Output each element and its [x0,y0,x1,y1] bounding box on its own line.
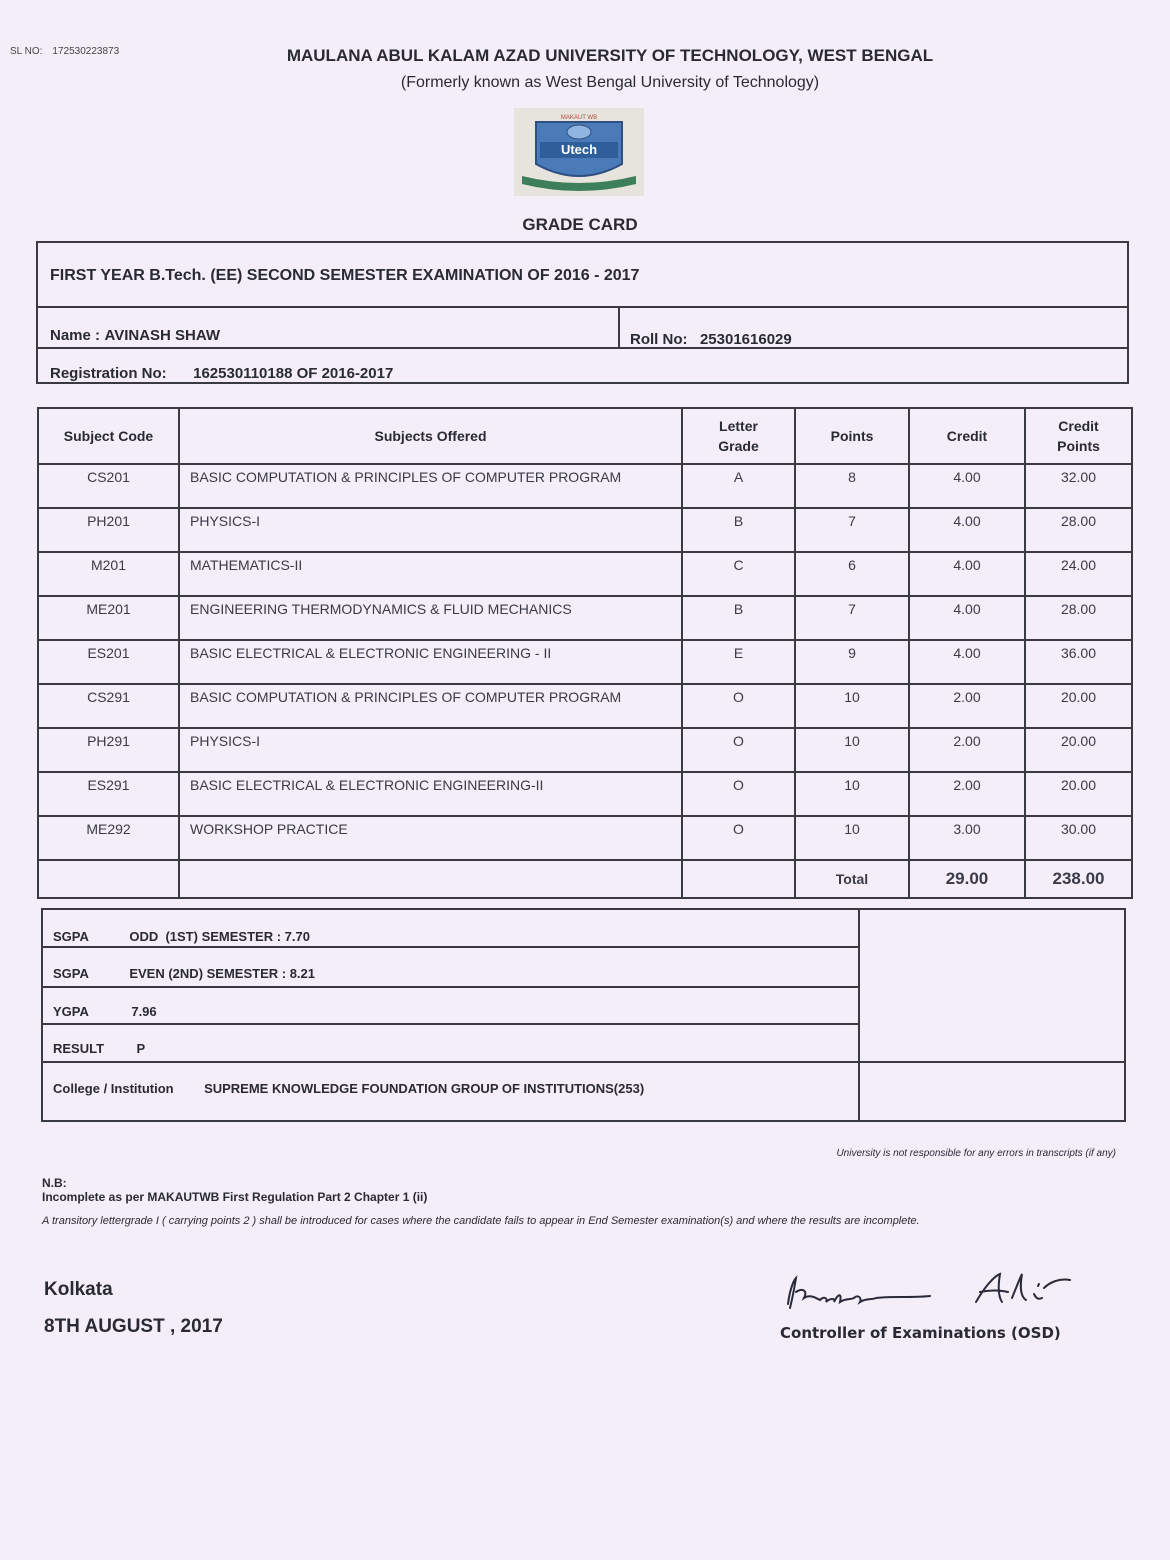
subject-code-cell: PH201 [38,508,179,552]
disclaimer: University is not responsible for any errors in transcripts (if any) [836,1148,1116,1159]
points-cell: 10 [795,728,909,772]
marks-table [37,407,1133,899]
credit-cell: 4.00 [909,552,1025,596]
col-letter-grade: Letter Grade [682,408,795,464]
credit-points-cell: 30.00 [1025,816,1132,860]
credit-points-cell: 20.00 [1025,684,1132,728]
college-row [53,1080,644,1098]
col-subject-code: Subject Code [38,408,179,464]
serial-number-value: 172530223873 [52,46,120,57]
name-label: Name : [50,327,101,344]
sgpa-odd-value: ODD (1ST) SEMESTER : 7.70 [129,929,310,944]
subject-name-cell: BASIC COMPUTATION & PRINCIPLES OF COMPUTER PROGRAM [179,464,682,508]
nb-heading: Incomplete as per MAKAUTWB First Regulation Part 2 Chapter 1 (ii) [42,1190,428,1204]
signatory-title: Controller of Examinations (OSD) [780,1324,1061,1342]
exam-details-box [36,241,1129,384]
result-label: RESULT [53,1041,105,1056]
university-former-name: (Formerly known as West Bengal University of Technology) [400,74,820,91]
points-cell: 7 [795,508,909,552]
subject-name-cell: ENGINEERING THERMODYNAMICS & FLUID MECHANICS [179,596,682,640]
credit-points-cell: 32.00 [1025,464,1132,508]
credit-cell: 2.00 [909,728,1025,772]
letter-grade-cell: O [682,816,795,860]
logo-top-text: MAKAUT WB [560,115,598,121]
points-cell: 6 [795,552,909,596]
subject-code-cell: CS201 [38,464,179,508]
subject-name-cell: WORKSHOP PRACTICE [179,816,682,860]
total-row [38,860,1132,898]
subject-code-cell: ES291 [38,772,179,816]
points-cell: 10 [795,684,909,728]
table-row [38,728,1132,772]
sgpa-even-label: SGPA [53,966,89,981]
letter-grade-cell: B [682,596,795,640]
subject-name-cell: MATHEMATICS-II [179,552,682,596]
credit-cell: 2.00 [909,684,1025,728]
result-row [53,1040,145,1058]
letter-grade-cell: O [682,728,795,772]
points-cell: 10 [795,816,909,860]
divider [858,910,860,1120]
registration-value: 162530110188 OF 2016-2017 [193,365,394,382]
credit-cell: 2.00 [909,772,1025,816]
total-label: Total [795,860,909,898]
subject-name-cell: BASIC ELECTRICAL & ELECTRONIC ENGINEERING-II [179,772,682,816]
ygpa-row [53,1003,157,1021]
letter-grade-cell: C [682,552,795,596]
points-cell: 7 [795,596,909,640]
credit-cell: 4.00 [909,464,1025,508]
table-row [38,552,1132,596]
exam-title: FIRST YEAR B.Tech. (EE) SECOND SEMESTER EXAMINATION OF 2016 - 2017 [50,267,640,284]
credit-points-cell: 28.00 [1025,508,1132,552]
subject-code-cell: CS291 [38,684,179,728]
credit-points-cell: 20.00 [1025,728,1132,772]
divider [38,347,1127,349]
college-label: College / Institution [53,1081,174,1096]
nb-label: N.B: [42,1176,67,1190]
letter-grade-cell: B [682,508,795,552]
subject-code-cell: M201 [38,552,179,596]
divider [618,306,620,349]
serial-number [0,46,119,57]
divider [43,986,860,988]
college-value: SUPREME KNOWLEDGE FOUNDATION GROUP OF INSTITUTIONS(253) [204,1081,645,1096]
registration-label: Registration No: [50,365,167,382]
credit-cell: 3.00 [909,816,1025,860]
divider [38,306,1127,308]
table-header-row [38,408,1132,464]
subject-name-cell: BASIC ELECTRICAL & ELECTRONIC ENGINEERING - II [179,640,682,684]
table-row [38,508,1132,552]
sgpa-even-value: EVEN (2ND) SEMESTER : 8.21 [129,966,315,981]
points-cell: 10 [795,772,909,816]
credit-cell: 4.00 [909,640,1025,684]
letter-grade-cell: O [682,684,795,728]
university-logo [514,108,644,196]
subject-code-cell: ES201 [38,640,179,684]
ygpa-value: 7.96 [131,1004,157,1019]
logo-text: Utech [560,142,598,157]
letter-grade-cell: A [682,464,795,508]
letter-grade-cell: O [682,772,795,816]
student-name [50,327,220,345]
col-credit-points: Credit Points [1025,408,1132,464]
subject-code-cell: ME201 [38,596,179,640]
letter-grade-cell: E [682,640,795,684]
total-credit-points: 238.00 [1025,860,1132,898]
table-row [38,816,1132,860]
document-title: GRADE CARD [522,215,638,234]
subject-code-cell: ME292 [38,816,179,860]
ygpa-label: YGPA [53,1004,89,1019]
points-cell: 9 [795,640,909,684]
roll-value: 25301616029 [699,331,792,348]
empty-cell [38,860,179,898]
sgpa-even-row [53,965,315,983]
serial-number-label: SL NO: [10,46,43,57]
credit-points-cell: 24.00 [1025,552,1132,596]
issue-date: 8TH AUGUST , 2017 [44,1316,223,1337]
col-credit: Credit [909,408,1025,464]
table-row [38,640,1132,684]
table-row [38,772,1132,816]
divider [43,1061,1126,1063]
table-row [38,596,1132,640]
empty-cell [179,860,682,898]
credit-cell: 4.00 [909,596,1025,640]
sgpa-odd-row [53,928,310,946]
credit-points-cell: 28.00 [1025,596,1132,640]
place: Kolkata [44,1279,113,1300]
table-row [38,464,1132,508]
signature [780,1268,1080,1325]
divider [43,1023,860,1025]
subject-name-cell: BASIC COMPUTATION & PRINCIPLES OF COMPUTER PROGRAM [179,684,682,728]
gpa-summary-box [41,908,1126,1122]
total-credit: 29.00 [909,860,1025,898]
empty-cell [682,860,795,898]
nb-text: A transitory lettergrade I ( carrying points 2 ) shall be introduced for cases where the candidate fails to appear in End Semester examination(s) and where the results are incomplete. [42,1215,920,1227]
result-value: P [136,1041,146,1056]
table-row [38,684,1132,728]
divider [43,946,860,948]
subject-name-cell: PHYSICS-I [179,508,682,552]
university-name: MAULANA ABUL KALAM AZAD UNIVERSITY OF TECHNOLOGY, WEST BENGAL [286,46,934,65]
points-cell: 8 [795,464,909,508]
registration-number [50,365,393,383]
roll-label: Roll No: [630,331,688,348]
credit-cell: 4.00 [909,508,1025,552]
col-subjects-offered: Subjects Offered [179,408,682,464]
col-points: Points [795,408,909,464]
sgpa-odd-label: SGPA [53,929,89,944]
roll-number [630,331,792,349]
name-value: AVINASH SHAW [104,327,221,344]
credit-points-cell: 36.00 [1025,640,1132,684]
subject-name-cell: PHYSICS-I [179,728,682,772]
subject-code-cell: PH291 [38,728,179,772]
credit-points-cell: 20.00 [1025,772,1132,816]
